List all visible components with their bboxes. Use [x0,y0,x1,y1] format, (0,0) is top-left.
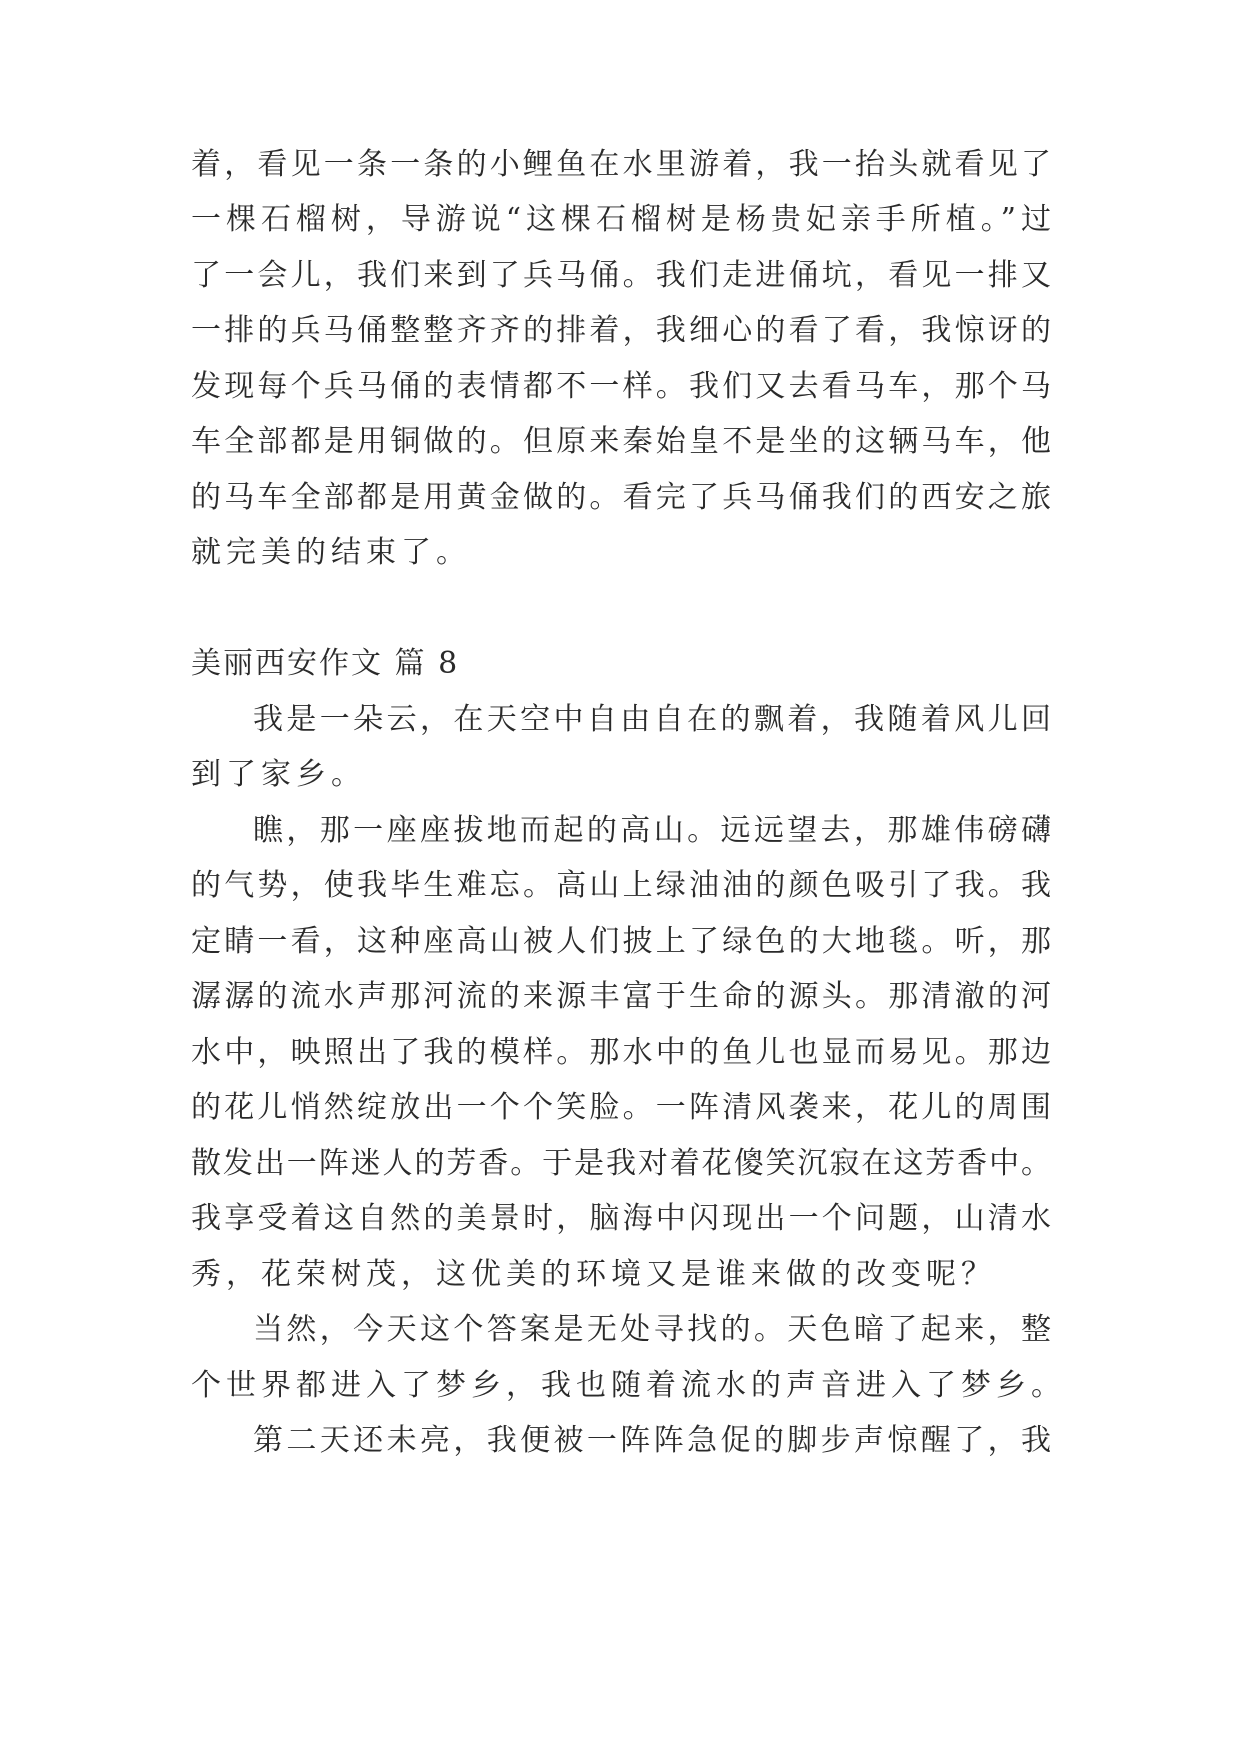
paragraph-line: 我享受着这自然的美景时，脑海中闪现出一个问题，山清水 [191,1201,1051,1236]
paragraph-line: 的花儿悄然绽放出一个个笑脸。一阵清风袭来，花儿的周围 [191,1090,1051,1125]
paragraph-line: 的气势，使我毕生难忘。高山上绿油油的颜色吸引了我。我 [191,868,1051,903]
paragraph-line: 水中，映照出了我的模样。那水中的鱼儿也显而易见。那边 [191,1035,1051,1070]
section-heading: 美丽西安作文 篇 8 [191,646,460,681]
paragraph-line: 第二天还未亮，我便被一阵阵急促的脚步声惊醒了，我 [253,1423,1051,1458]
continuation-line: 着，看见一条一条的小鲤鱼在水里游着，我一抬头就看见了 [191,147,1051,182]
paragraph-line: 瞧，那一座座拔地而起的高山。远远望去，那雄伟磅礴 [253,813,1051,848]
continuation-line: 一排的兵马俑整整齐齐的排着，我细心的看了看，我惊讶的 [191,313,1051,348]
continuation-line: 的马车全部都是用黄金做的。看完了兵马俑我们的西安之旅 [191,480,1051,515]
paragraph-line: 定睛一看，这种座高山被人们披上了绿色的大地毯。听，那 [191,924,1051,959]
paragraph-line: 个世界都进入了梦乡，我也随着流水的声音进入了梦乡。 [191,1368,1066,1403]
paragraph-line: 散发出一阵迷人的芳香。于是我对着花傻笑沉寂在这芳香中。 [191,1146,1051,1181]
continuation-line: 就完美的结束了。 [191,535,471,570]
paragraph-line: 当然，今天这个答案是无处寻找的。天色暗了起来，整 [253,1312,1051,1347]
continuation-line: 一棵石榴树，导游说“这棵石榴树是杨贵妃亲手所植。”过 [191,202,1051,237]
paragraph-line: 秀，花荣树茂，这优美的环境又是谁来做的改变呢？ [191,1257,996,1292]
paragraph-line: 潺潺的流水声那河流的来源丰富于生命的源头。那清澈的河 [191,979,1051,1014]
continuation-line: 发现每个兵马俑的表情都不一样。我们又去看马车，那个马 [191,369,1051,404]
continuation-line: 了一会儿，我们来到了兵马俑。我们走进俑坑，看见一排又 [191,258,1051,293]
paragraph-line: 我是一朵云，在天空中自由自在的飘着，我随着风儿回 [253,702,1051,737]
continuation-line: 车全部都是用铜做的。但原来秦始皇不是坐的这辆马车，他 [191,424,1051,459]
paragraph-line: 到了家乡。 [191,757,366,792]
